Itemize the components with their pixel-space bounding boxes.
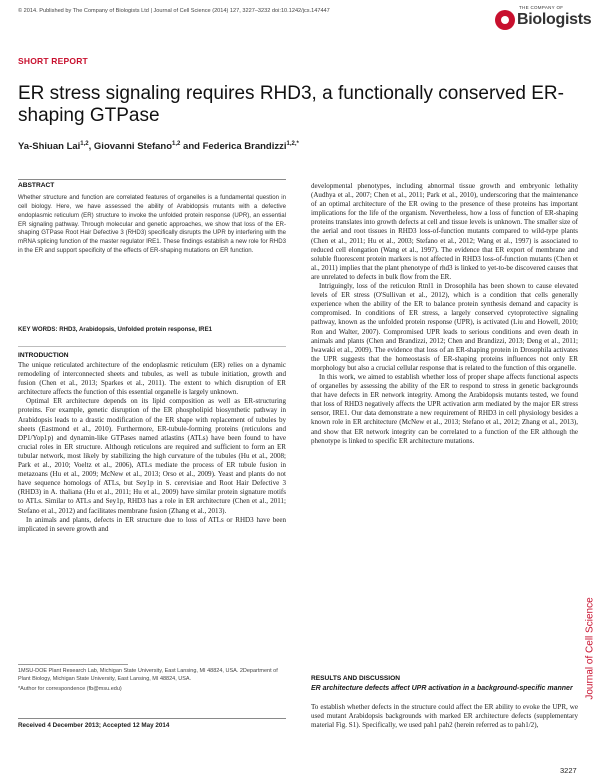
journal-side-tab [583, 555, 597, 745]
logo-big-text: Biologists [517, 11, 592, 28]
article-type: SHORT REPORT [18, 56, 88, 66]
body-paragraph: Intriguingly, loss of the reticulon Rtnl1 in Drosophila has been shown to cause elevated levels of ER stress (O'Sullivan et al., 2012), which is a condition that cells generally experience when the ability of the ER to balance protein synthesis demand and capacity is compromised. In conditions of ER stress, a largely conserved cytoprotective signaling pathway, known as the unfolded protein response (UPR), is activated (Liu and Howell, 2010; Ron and Walter, 2007). Compromised UPR leads to serious conditions and even death in animals and plants (Chen and Brandizzi, 2012; Chen and Brandizzi, 2013; Deng et al., 2011; Iwawaki et al., 2009). The evidence that loss of an ER-shaping protein in Drosophila activates the UPR suggests that the homeostasis of ER-shaping proteins influences not only ER morphology but also a crucial cellular response that is related to the function of this organelle. [311, 282, 578, 372]
body-paragraph: In this work, we aimed to establish whether loss of proper shape affects functional aspects of organelles by assessing the ability of the ER to respond to stress in genetic backgrounds that have defects in ER network integrity. Among the Arabidopsis mutants tested, we found that loss of RHD3 negatively affects the UPR activation arm mediated by the major ER stress sensor, IRE1. Our data demonstrate a new requirement of RHD3 in cell physiology besides a known role in ER architecture (McNew et al., 2013; Stefano et al., 2012; Zhang et al., 2013), and show that ER network integrity can be correlated to a function of the ER although the phenotype is linked to specific ER architecture mutations. [311, 372, 578, 445]
logo-icon [495, 10, 515, 30]
keywords-label: KEY WORDS: [18, 326, 58, 333]
copyright-line: © 2014. Published by The Company of Biologists Ltd | Journal of Cell Science (2014) 127, 3227–3232 doi:10.1242/jcs.147447 [18, 8, 330, 14]
affiliations: 1MSU-DOE Plant Research Lab, Michigan State University, East Lansing, MI 48824, USA. 2Department of Plant Biology, Michigan State University, East Lansing, MI 48824, USA. [18, 668, 278, 682]
results-column [311, 703, 578, 730]
logo-small-text: THE COMPANY OF [519, 5, 564, 10]
author-brandizzi: Federica Brandizzi$^{1,2,*}$ [202, 141, 299, 153]
intro-heading: INTRODUCTION [18, 352, 69, 359]
right-column [311, 182, 578, 446]
abstract-heading: ABSTRACT [18, 182, 55, 189]
keywords [18, 326, 286, 333]
journal-side-label: Journal of Cell Science [584, 597, 596, 700]
intro-paragraph: In animals and plants, defects in ER structure due to loss of ATLs or RHD3 have been implicated in severe growth and [18, 515, 286, 533]
publisher-logo [489, 4, 592, 40]
page-number: 3227 [560, 766, 577, 775]
intro-paragraph: Optimal ER architecture depends on its lipid composition as well as ER-structuring proteins. For example, genetic disruption of the ER phospholipid biosynthetic pathway in Arabidopsis leads to a drastic modification of the ER shape with replacement of tubules by sheets (Eastmond et al., 2010). Furthermore, ER-tubule-forming proteins (reticulons and DP1/Yop1p) and dynamin-like GTPases named atlastins (ATLs) have been found to have crucial roles in ER structure. Although reticulons are required and sufficient to form an ER tubular network, most likely by stabilizing the high curvature of the tubules (Hu et al., 2008; Park et al., 2010; Voeltz et al., 2006), ATLs mediate the process of ER tubule fusion in metazoans (Hu et al., 2009; McNew et al., 2013; Orso et al., 2009). Yeast and plants do not have sequence homologs of ATLs, but Sey1p in S. cerevisiae and Root Hair Defective 3 (RHD3) in A. thaliana (Hu et al., 2011; Hu et al., 2009) have similar protein signature motifs to ATLs. Similar to ATLs and Sey1p, RHD3 has a role in ER architecture (Chen et al., 2011; Stefano et al., 2012) and facilitates membrane fusion (Zhang et al., 2013). [18, 397, 286, 515]
received-dates: Received 4 December 2013; Accepted 12 May 2014 [18, 722, 170, 729]
divider [18, 718, 286, 719]
divider [18, 179, 286, 180]
correspondence: *Author for correspondence (fb@msu.edu) [18, 686, 122, 693]
footnotes [18, 668, 286, 697]
footnote-divider [18, 664, 128, 665]
divider [18, 346, 286, 347]
author-lai: Ya-Shiuan Lai$^{1,2}$ [18, 141, 89, 153]
intro-column [18, 361, 286, 534]
author-list: Ya-Shiuan Lai$^{1,2}$, Giovanni Stefano$^{1,2}$ and Federica Brandizzi$^{1,2,*}$ [18, 141, 299, 153]
abstract-text: Whether structure and function are correlated features of organelles is a fundamental question in cell biology. Here, we have assessed the ability of Arabidopsis mutants with a defective endoplasmic reticulum (ER) structure to invoke the unfolded protein response (UPR), an essential ER signaling pathway. Through molecular and genetic approaches, we show that loss of the ER-shaping GTPase Root Hair Defective 3 (RHD3) specifically disrupts the UPR by interfering with the mRNA splicing function of the master regulator IRE1. These findings establish a new role for RHD3 in the ER and support specificity of the effects of ER-shaping mutations on ER function. [18, 194, 286, 255]
results-heading: RESULTS AND DISCUSSION [311, 675, 401, 682]
body-paragraph: developmental phenotypes, including abnormal tissue growth and embryonic lethality (Audhya et al., 2007; Chen et al., 2011; Park et al., 2010), underscoring that the maintenance of an optimal architecture of the ER owing to the presence of these proteins has important implications for the life of the organism. Nevertheless, how a loss of function of ER-shaping proteins translates into growth defects at cell and tissue levels is unknown. The smaller size of the aerial and root tissues in RHD3 loss-of-function mutants compared to wild-type plants (Chen et al., 2011; Hu et al., 2003; Stefano et al., 2012; Wang et al., 1997) is associated to reduced cell elongation (Wang et al., 1997). The evidence that ER export of membrane and soluble fluorescent protein markers is not affected in RHD3 loss-of-function mutants (Chen et al., 2011) implies that the plant phenotype of rhd3 is linked to yet-to-be discovered causes that are unrelated to defects in bulk flow from the ER. [311, 182, 578, 281]
keywords-list: RHD3, Arabidopsis, Unfolded protein response, IRE1 [59, 326, 213, 333]
author-stefano: Giovanni Stefano$^{1,2}$ [93, 141, 181, 153]
intro-paragraph: The unique reticulated architecture of the endoplasmic reticulum (ER) relies on a dynamic remodeling of interconnected sheets and tubules, as well as tubule initiation, growth and fusion (Chen et al., 2013; Sparkes et al., 2011). The extent to which disruption of ER architecture affects the function of this essential organelle is largely unknown. [18, 361, 286, 397]
body-paragraph: To establish whether defects in the structure could affect the ER ability to evoke the UPR, we used mutant Arabidopsis backgrounds with marked ER architecture defects (supplementary material Fig. S1). Specifically, we used pah1 pah2 (herein referred as to pah1/2), [311, 703, 578, 730]
results-subheading: ER architecture defects affect UPR activation in a background-specific manner [311, 685, 573, 692]
article-title: ER stress signaling requires RHD3, a functionally conserved ER-shaping GTPase [18, 83, 564, 126]
